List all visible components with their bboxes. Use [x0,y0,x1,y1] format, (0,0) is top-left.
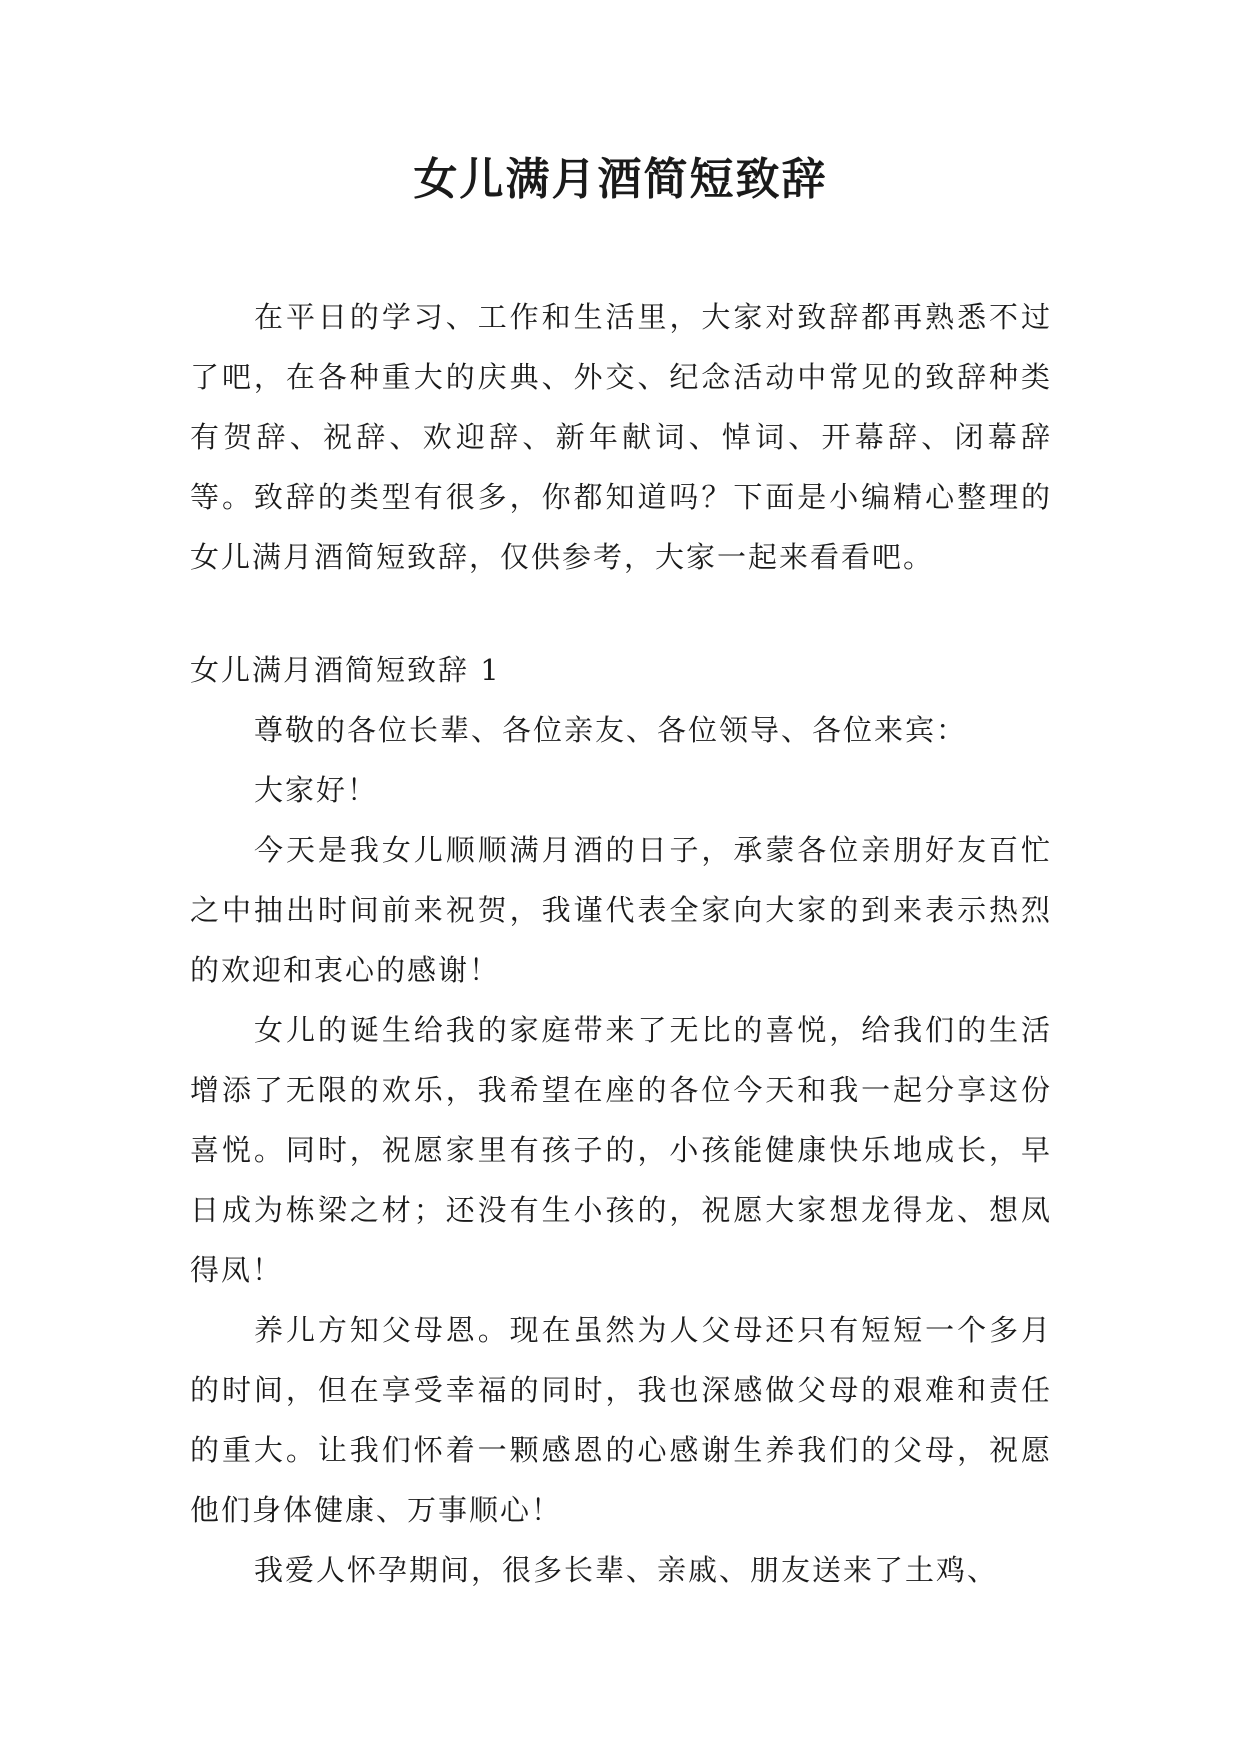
section-heading: 女儿满月酒简短致辞 1 [190,653,501,687]
body-paragraph: 我爱人怀孕期间，很多长辈、亲戚、朋友送来了土鸡、 [254,1553,999,1587]
body-paragraph: 今天是我女儿顺顺满月酒的日子，承蒙各位亲朋好友百忙之中抽出时间前来祝贺，我谨代表全家向大家的到来表示热烈的欢迎和衷心的感谢！ [190,833,1052,987]
document-title: 女儿满月酒简短致辞 [413,154,828,205]
body-paragraph: 养儿方知父母恩。现在虽然为人父母还只有短短一个多月的时间，但在享受幸福的同时，我也深感做父母的艰难和责任的重大。让我们怀着一颗感恩的心感谢生养我们的父母，祝愿他们身体健康、万事顺心！ [190,1313,1052,1527]
salutation-paragraph: 尊敬的各位长辈、各位亲友、各位领导、各位来宾： [254,713,968,747]
speech-section [190,640,1052,1600]
intro-paragraph: 在平日的学习、工作和生活里，大家对致辞都再熟悉不过了吧，在各种重大的庆典、外交、纪念活动中常见的致辞种类有贺辞、祝辞、欢迎辞、新年献词、悼词、开幕辞、闭幕辞等。致辞的类型有很多，你都知道吗？下面是小编精心整理的女儿满月酒简短致辞，仅供参考，大家一起来看看吧。 [190,300,1052,574]
greeting-paragraph: 大家好！ [254,773,379,807]
body-paragraph: 女儿的诞生给我的家庭带来了无比的喜悦，给我们的生活增添了无限的欢乐，我希望在座的各位今天和我一起分享这份喜悦。同时，祝愿家里有孩子的，小孩能健康快乐地成长，早日成为栋梁之材；还没有生小孩的，祝愿大家想龙得龙、想凤得凤！ [190,1013,1052,1287]
